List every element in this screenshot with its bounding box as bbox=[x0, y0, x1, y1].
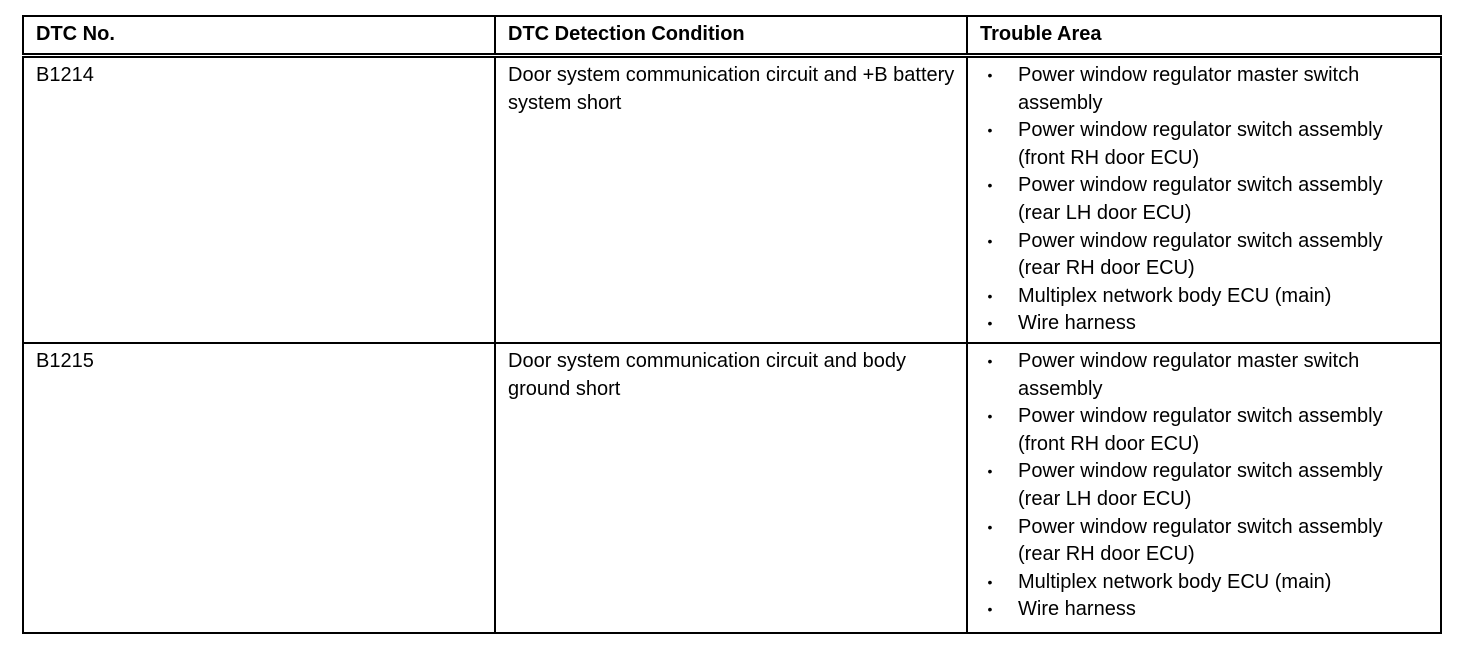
table-row bbox=[23, 56, 1441, 344]
trouble-area-text: Power window regulator switch assembly (rear RH door ECU) bbox=[1018, 229, 1383, 280]
bullet-icon: • bbox=[987, 67, 993, 83]
header-row bbox=[23, 16, 1441, 56]
trouble-area-text: Power window regulator switch assembly (rear RH door ECU) bbox=[1018, 515, 1383, 566]
bullet-icon: • bbox=[987, 177, 993, 194]
trouble-area-text: Power window regulator switch assembly (front RH door ECU) bbox=[1018, 405, 1383, 455]
trouble-area-text: Power window regulator master switch assembly bbox=[1018, 350, 1360, 400]
trouble-area-cell bbox=[967, 343, 1441, 633]
trouble-area-item bbox=[980, 117, 1430, 172]
table-header bbox=[23, 16, 1441, 56]
bullet-icon: • bbox=[987, 315, 993, 332]
trouble-area-item bbox=[980, 62, 1430, 117]
bullet-icon: • bbox=[987, 353, 993, 369]
trouble-area-item bbox=[980, 403, 1430, 458]
detection-condition-cell: Door system communication circuit and +B battery system short bbox=[495, 56, 967, 344]
trouble-area-item bbox=[980, 348, 1430, 403]
bullet-icon: • bbox=[987, 287, 993, 304]
trouble-area-text: Multiplex network body ECU (main) bbox=[1018, 570, 1332, 593]
trouble-area-text: Power window regulator switch assembly (front RH door ECU) bbox=[1018, 119, 1383, 169]
trouble-area-item bbox=[980, 172, 1430, 227]
trouble-area-text: Power window regulator switch assembly (rear LH door ECU) bbox=[1018, 174, 1383, 224]
header-trouble-area: Trouble Area bbox=[967, 16, 1441, 56]
trouble-area-item bbox=[980, 228, 1430, 283]
trouble-area-item bbox=[980, 596, 1430, 624]
trouble-area-text: Multiplex network body ECU (main) bbox=[1018, 284, 1332, 307]
bullet-icon: • bbox=[987, 122, 993, 139]
header-dtc-no: DTC No. bbox=[23, 16, 495, 56]
detection-condition-cell: Door system communication circuit and body ground short bbox=[495, 343, 967, 633]
trouble-area-text: Power window regulator master switch assembly bbox=[1018, 64, 1360, 114]
trouble-area-text: Wire harness bbox=[1018, 312, 1136, 335]
header-detection-condition: DTC Detection Condition bbox=[495, 16, 967, 56]
trouble-area-list bbox=[980, 62, 1430, 338]
trouble-area-list bbox=[980, 348, 1430, 624]
bullet-icon: • bbox=[987, 518, 993, 535]
dtc-table bbox=[22, 15, 1442, 634]
trouble-area-item bbox=[980, 310, 1430, 338]
bullet-icon: • bbox=[987, 601, 993, 618]
bullet-icon: • bbox=[987, 232, 993, 249]
trouble-area-item bbox=[980, 458, 1430, 513]
trouble-area-text: Power window regulator switch assembly (rear LH door ECU) bbox=[1018, 460, 1383, 510]
trouble-area-item bbox=[980, 514, 1430, 569]
bullet-icon: • bbox=[987, 408, 993, 425]
trouble-area-item bbox=[980, 569, 1430, 597]
bullet-icon: • bbox=[987, 463, 993, 480]
bullet-icon: • bbox=[987, 573, 993, 590]
dtc-number-cell: B1214 bbox=[23, 56, 495, 344]
trouble-area-text: Wire harness bbox=[1018, 598, 1136, 621]
table-body bbox=[23, 56, 1441, 634]
dtc-number-cell: B1215 bbox=[23, 343, 495, 633]
trouble-area-cell bbox=[967, 56, 1441, 344]
trouble-area-item bbox=[980, 283, 1430, 311]
table-row bbox=[23, 343, 1441, 633]
